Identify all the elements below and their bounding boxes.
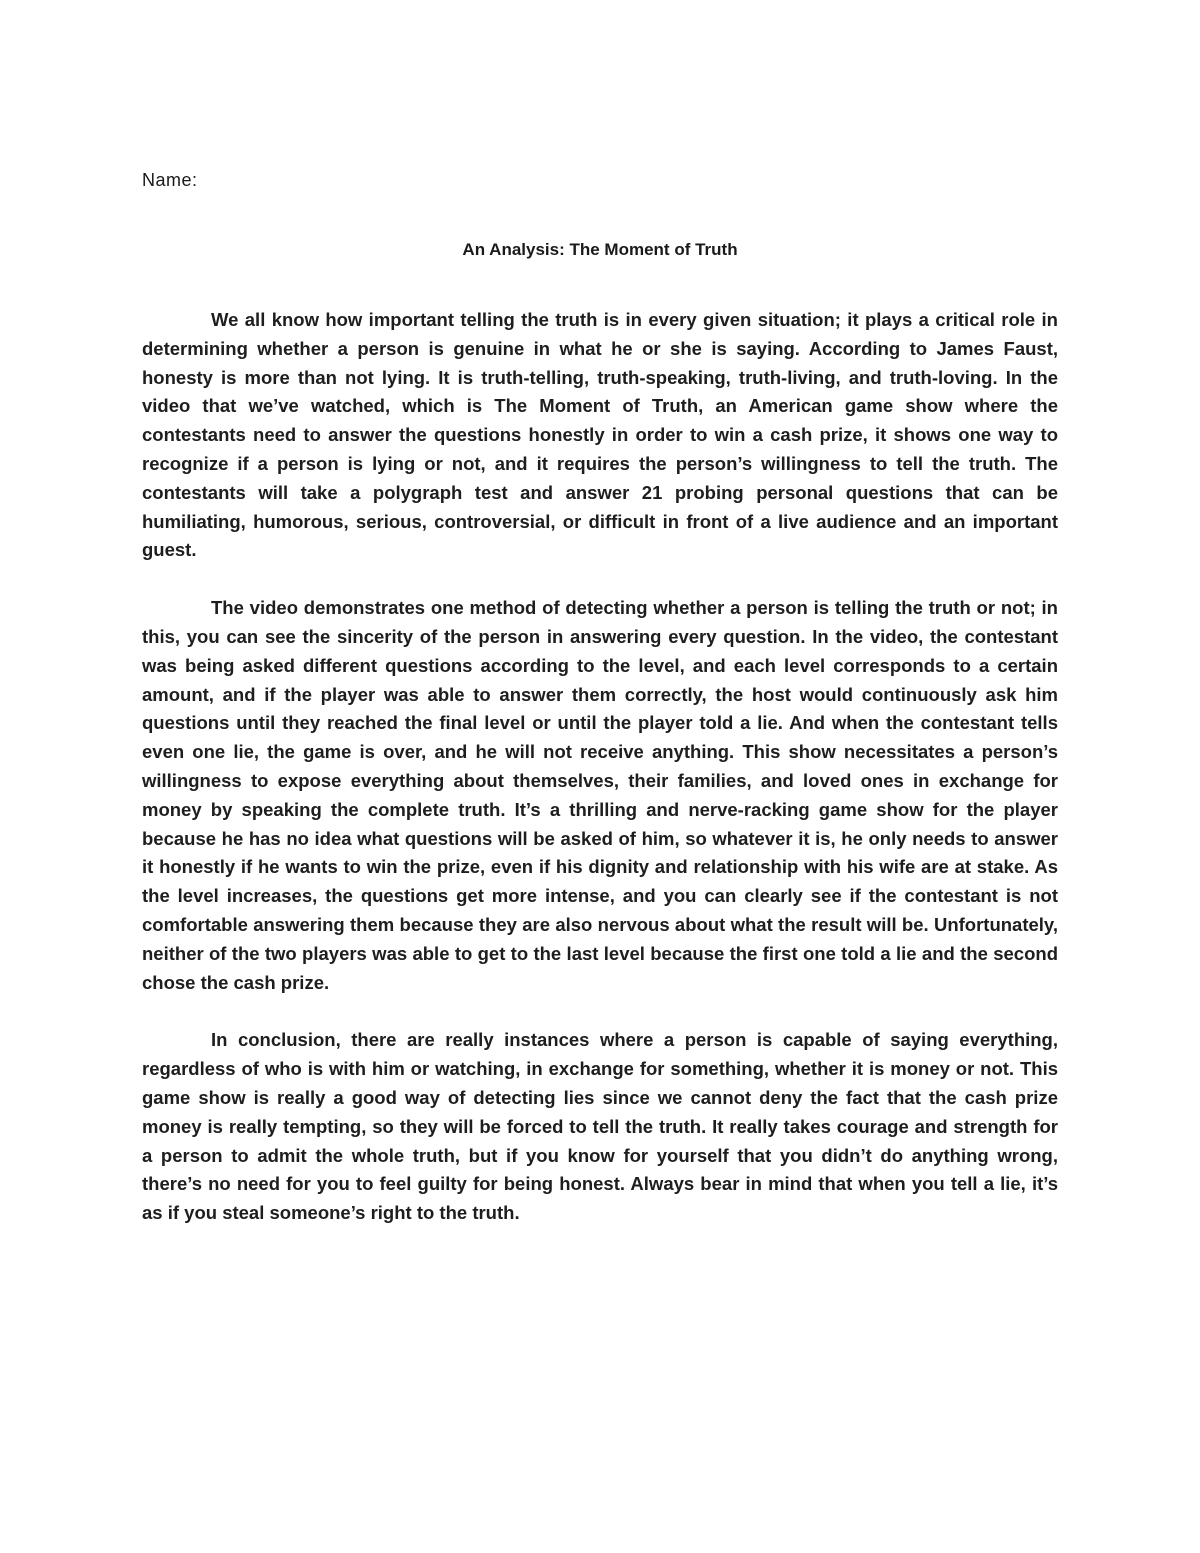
- name-label: Name:: [142, 170, 198, 190]
- document-body: [142, 306, 1058, 1257]
- paragraph-2: The video demonstrates one method of detecting whether a person is telling the truth or not; in this, you can see the sincerity of the person in answering every question. In the video, the contestant was being asked different questions according to the level, and each level corresponds to a certain amount, and if the player was able to answer them correctly, the host would continuously ask him questions until they reached the final level or until the player told a lie. And when the contestant tells even one lie, the game is over, and he will not receive anything. This show necessitates a person’s willingness to expose everything about themselves, their families, and loved ones in exchange for money by speaking the complete truth. It’s a thrilling and nerve-racking game show for the player because he has no idea what questions will be asked of him, so whatever it is, he only needs to answer it honestly if he wants to win the prize, even if his dignity and relationship with his wife are at stake. As the level increases, the questions get more intense, and you can clearly see if the contestant is not comfortable answering them because they are also nervous about what the result will be. Unfortunately, neither of the two players was able to get to the last level because the first one told a lie and the second chose the cash prize.: [142, 597, 1058, 993]
- paragraph-1: We all know how important telling the truth is in every given situation; it plays a critical role in determining whether a person is genuine in what he or she is saying. According to James Faust, honesty is more than not lying. It is truth-telling, truth-speaking, truth-living, and truth-loving. In the video that we’ve watched, which is The Moment of Truth, an American game show where the contestants need to answer the questions honestly in order to win a cash prize, it shows one way to recognize if a person is lying or not, and it requires the person’s willingness to tell the truth. The contestants will take a polygraph test and answer 21 probing personal questions that can be humiliating, humorous, serious, controversial, or difficult in front of a live audience and an important guest.: [142, 309, 1058, 561]
- document-title: An Analysis: The Moment of Truth: [462, 240, 738, 259]
- paragraph-3: In conclusion, there are really instances where a person is capable of saying everything, regardless of who is with him or watching, in exchange for something, whether it is money or not. This game show is really a good way of detecting lies since we cannot deny the fact that the cash prize money is really tempting, so they will be forced to tell the truth. It really takes courage and strength for a person to admit the whole truth, but if you know for yourself that you didn’t do anything wrong, there’s no need for you to feel guilty for being honest. Always bear in mind that when you tell a lie, it’s as if you steal someone’s right to the truth.: [142, 1029, 1058, 1224]
